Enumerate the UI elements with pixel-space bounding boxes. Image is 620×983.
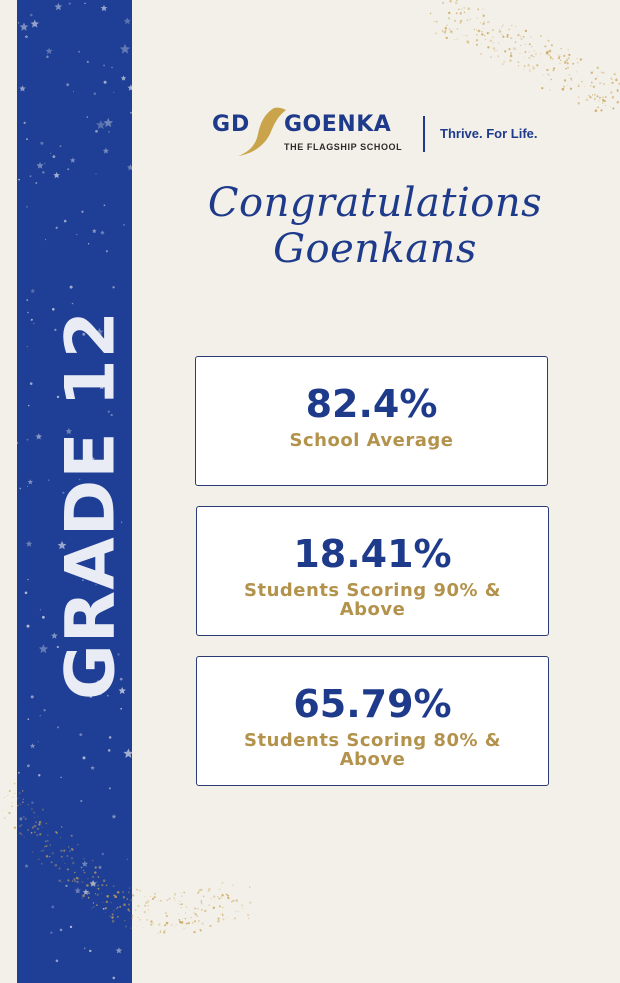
stat-label: Students Scoring 80% & Above <box>244 730 501 770</box>
stat-value: 82.4% <box>305 382 438 426</box>
stat-label: School Average <box>289 430 454 451</box>
stat-card-80-above <box>196 656 549 786</box>
logo-gd: GD <box>212 112 251 137</box>
stat-label: Students Scoring 90% & Above <box>244 580 501 620</box>
logo-goenka: GOENKA <box>284 112 392 137</box>
school-logo <box>212 104 542 164</box>
logo-subtitle: THE FLAGSHIP SCHOOL <box>284 142 403 152</box>
stat-value: 18.41% <box>293 532 452 576</box>
logo-divider <box>423 116 425 152</box>
stat-card-90-above <box>196 506 549 636</box>
stat-value: 65.79% <box>293 682 452 726</box>
stat-card-average <box>195 356 548 486</box>
logo-tagline: Thrive. For Life. <box>440 126 538 141</box>
congratulations-heading: Congratulations Goenkans <box>207 180 543 272</box>
glitter-top-right <box>400 0 620 120</box>
side-band <box>17 0 132 983</box>
grade-label: GRADE 12 <box>51 309 131 701</box>
